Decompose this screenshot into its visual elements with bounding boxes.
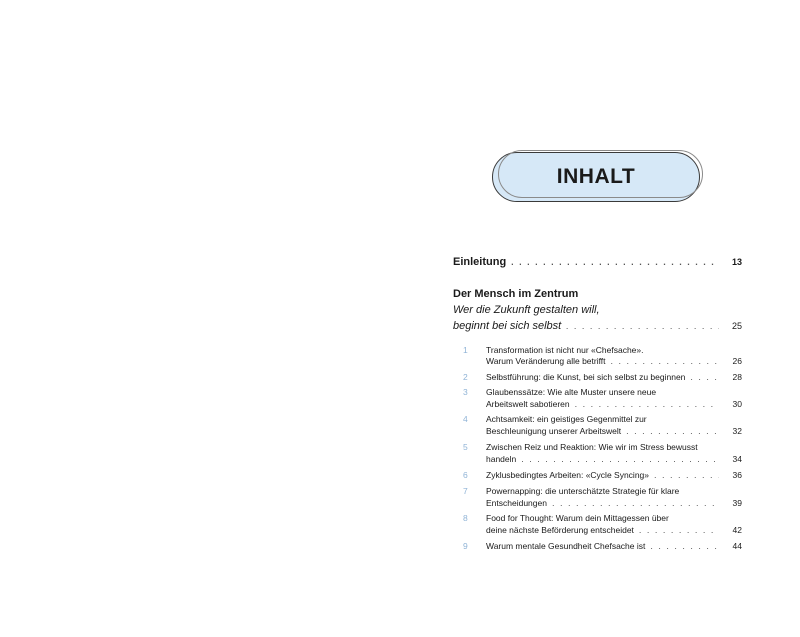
toc-item-line1[interactable]: Glaubenssätze: Wie alte Muster unsere neue (486, 387, 657, 397)
toc-item-line2: Arbeitswelt sabotieren (486, 399, 570, 409)
toc-item-5[interactable] (486, 454, 742, 464)
toc-item-2[interactable] (486, 372, 742, 382)
toc-item-line1: Zyklusbedingtes Arbeiten: «Cycle Syncing» (486, 470, 650, 480)
item-number: 1 (463, 345, 468, 355)
toc-page-number: 39 (732, 498, 742, 508)
toc-item-line1[interactable]: Achtsamkeit: ein geistiges Gegenmittel zur (486, 414, 647, 424)
item-number: 3 (463, 387, 468, 397)
toc-item-6[interactable] (486, 470, 742, 480)
toc-item-line2: deine nächste Beförderung entscheidet (486, 525, 634, 535)
toc-entry-title: Einleitung (453, 256, 507, 268)
toc-item-line2: Warum Veränderung alle betrifft (486, 356, 606, 366)
leader-dots (575, 399, 719, 409)
toc-section-title[interactable]: Der Mensch im Zentrum (453, 288, 579, 300)
toc-item-line1: Selbstführung: die Kunst, bei sich selbst zu beginnen (486, 372, 686, 382)
leader-dots (566, 321, 719, 331)
toc-item-line1[interactable]: Transformation ist nicht nur «Chefsache». (486, 345, 644, 355)
item-number: 8 (463, 513, 468, 523)
toc-entry-einleitung[interactable] (453, 256, 742, 268)
leader-dots (654, 470, 719, 480)
leader-dots (521, 454, 719, 464)
toc-item-line2: Entscheidungen (486, 498, 547, 508)
item-number: 2 (463, 372, 468, 382)
toc-item-line2: Beschleunigung unserer Arbeitswelt (486, 426, 622, 436)
toc-item-line1: Warum mentale Gesundheit Chefsache ist (486, 541, 646, 551)
toc-item-9[interactable] (486, 541, 742, 551)
toc-item-7[interactable] (486, 498, 742, 508)
page-title: INHALT (556, 165, 636, 188)
leader-dots (511, 257, 719, 267)
leader-dots (690, 372, 719, 382)
toc-item-line1[interactable]: Food for Thought: Warum dein Mittagessen über (486, 513, 669, 523)
toc-item-line1[interactable]: Powernapping: die unterschätzte Strategie für klare (486, 486, 680, 496)
toc-page-number: 30 (732, 399, 742, 409)
leader-dots (650, 541, 719, 551)
toc-page-number: 42 (732, 525, 742, 535)
leader-dots (626, 426, 719, 436)
heading-box (492, 152, 700, 202)
toc-section-subtitle-line1: Wer die Zukunft gestalten will, (453, 304, 600, 316)
item-number: 5 (463, 442, 468, 452)
toc-page-number: 44 (732, 541, 742, 551)
toc-page-number: 36 (732, 470, 742, 480)
toc-page-number: 26 (732, 356, 742, 366)
toc-item-8[interactable] (486, 525, 742, 535)
toc-item-3[interactable] (486, 399, 742, 409)
toc-item-line1[interactable]: Zwischen Reiz und Reaktion: Wie wir im Stress bewusst (486, 442, 698, 452)
toc-page-number: 34 (732, 454, 742, 464)
item-number: 4 (463, 414, 468, 424)
toc-item-1[interactable] (486, 356, 742, 366)
item-number: 6 (463, 470, 468, 480)
leader-dots (552, 498, 719, 508)
item-number: 7 (463, 486, 468, 496)
toc-item-line2: handeln (486, 454, 517, 464)
leader-dots (611, 356, 719, 366)
toc-section-subtitle-line2: beginnt bei sich selbst (453, 320, 562, 332)
item-number: 9 (463, 541, 468, 551)
toc-page-number: 25 (731, 321, 742, 331)
toc-page-number: 32 (732, 426, 742, 436)
toc-page-number: 28 (732, 372, 742, 382)
leader-dots (639, 525, 719, 535)
toc-page-number: 13 (731, 257, 742, 267)
toc-item-4[interactable] (486, 426, 742, 436)
toc-section-subtitle[interactable] (453, 320, 742, 332)
